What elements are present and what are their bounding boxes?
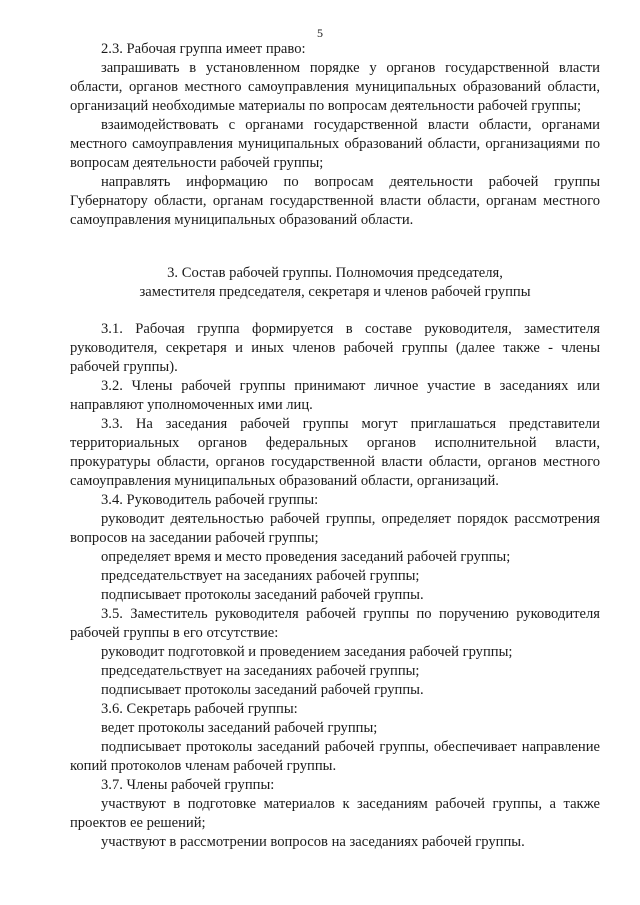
paragraph: 3.5. Заместитель руководителя рабочей группы по поручению руководителя рабочей группы в его отсутствие: [70,606,600,641]
paragraph: направлять информацию по вопросам деятельности рабочей группы Губернатору области, органам государственной власти области, органам местного самоуправления муниципальных образований области. [70,174,600,228]
paragraph: 3.1. Рабочая группа формируется в составе руководителя, заместителя руководителя, секретаря и иных членов рабочей группы (далее также - члены рабочей группы). [70,321,600,375]
paragraph: взаимодействовать с органами государственной власти области, органами местного самоуправления муниципальных образований области, организациями по вопросам деятельности рабочей группы; [70,117,600,171]
paragraph: 2.3. Рабочая группа имеет право: [101,41,306,57]
paragraph: подписывает протоколы заседаний рабочей группы, обеспечивает направление копий протоколов членам рабочей группы. [70,739,600,774]
page-number: 5 [317,26,323,40]
paragraph: руководит деятельностью рабочей группы, определяет порядок рассмотрения вопросов на заседании рабочей группы; [70,511,600,546]
paragraph: руководит подготовкой и проведением заседания рабочей группы; [101,644,513,660]
section-3-body [70,320,600,852]
heading-line: 3. Состав рабочей группы. Полномочия председателя, [167,265,503,281]
paragraph: 3.6. Секретарь рабочей группы: [101,701,298,717]
section-3-heading [70,264,600,302]
heading-line: заместителя председателя, секретаря и членов рабочей группы [139,284,531,300]
paragraph: 3.4. Руководитель рабочей группы: [101,492,319,508]
paragraph: 3.7. Члены рабочей группы: [101,777,275,793]
paragraph: определяет время и место проведения заседаний рабочей группы; [101,549,511,565]
paragraph: запрашивать в установленном порядке у органов государственной власти области, органов местного самоуправления муниципальных образований области, организаций необходимые материалы по вопросам деятельности рабочей группы; [70,60,600,114]
paragraph: 3.3. На заседания рабочей группы могут приглашаться представители территориальных органов федеральных органов исполнительной власти, прокуратуры области, органов государственной власти области, органов местного самоуправления муниципальных образований области, организаций. [70,416,600,489]
paragraph: ведет протоколы заседаний рабочей группы; [101,720,378,736]
paragraph: председательствует на заседаниях рабочей группы; [101,663,420,679]
paragraph: подписывает протоколы заседаний рабочей группы. [101,682,424,698]
paragraph: 3.2. Члены рабочей группы принимают личное участие в заседаниях или направляют уполномоченных ими лиц. [70,378,600,413]
paragraph: подписывает протоколы заседаний рабочей группы. [101,587,424,603]
paragraph: участвуют в рассмотрении вопросов на заседаниях рабочей группы. [101,834,525,850]
paragraph: участвуют в подготовке материалов к заседаниям рабочей группы, а также проектов ее решений; [70,796,600,831]
paragraph: председательствует на заседаниях рабочей группы; [101,568,420,584]
section-2-3 [70,40,600,230]
